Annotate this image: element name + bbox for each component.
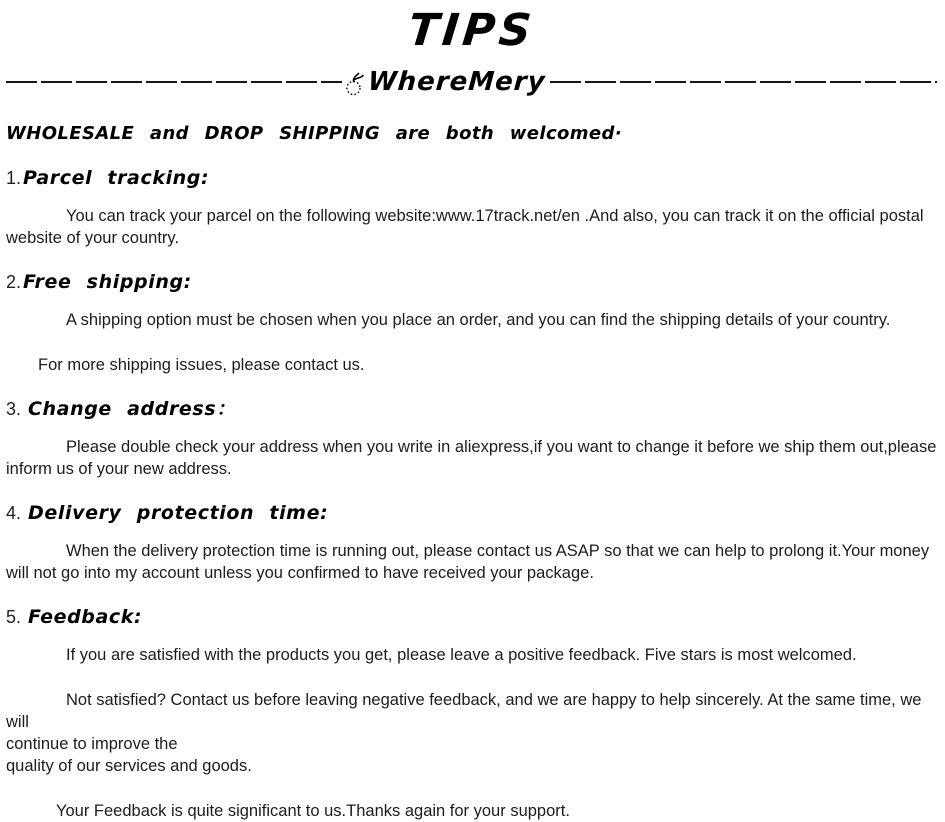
section-heading-change-address: [6, 397, 937, 422]
paragraph-parcel-tracking: You can track your parcel on the following website:www.17track.net/en .And also, you can track it on the official postal website of your country.: [6, 207, 924, 247]
section-number: 2.: [6, 272, 22, 292]
paragraph-positive-feedback: If you are satisfied with the products you get, please leave a positive feedback. Five stars is most welcomed.: [66, 646, 857, 664]
paragraph-shipping-option: A shipping option must be chosen when you place an order, and you can find the shipping details of your country.: [66, 311, 891, 329]
paragraph-shipping-issues: For more shipping issues, please contact us.: [38, 356, 365, 374]
paragraph-line: Not satisfied? Contact us before leaving negative feedback, and we are happy to help sincerely. At the same time, we will: [6, 691, 922, 731]
section-heading-free-shipping: [6, 270, 937, 295]
section-title: Parcel tracking:: [23, 167, 210, 189]
divider-line-right: [550, 81, 937, 83]
section-title: Feedback:: [28, 606, 143, 628]
paragraph-line: continue to improve the: [6, 735, 178, 753]
section-heading-delivery-protection: [6, 501, 937, 526]
section-heading-parcel-tracking: [6, 166, 937, 191]
brand-divider: [6, 64, 937, 100]
brand-fruit-doodle-icon: [344, 69, 366, 102]
paragraph-negative-feedback: [6, 689, 937, 777]
wholesale-note: WHOLESALE and DROP SHIPPING are both welcomed·: [6, 123, 623, 144]
closing-note: Your Feedback is quite significant to us.Thanks again for your support.: [56, 802, 570, 820]
section-number: 3.: [6, 399, 27, 419]
section-heading-feedback: [6, 605, 937, 630]
section-number: 1.: [6, 168, 22, 188]
section-number: 4.: [6, 503, 27, 523]
paragraph-delivery-protection: When the delivery protection time is running out, please contact us ASAP so that we can help to prolong it.Your money will not go into my account unless you confirmed to have received your package.: [6, 542, 930, 582]
page-title: TIPS: [405, 5, 538, 56]
brand: [342, 66, 550, 99]
paragraph-line: quality of our services and goods.: [6, 757, 252, 775]
brand-name: WhereMery: [367, 67, 548, 97]
divider-line-left: [6, 81, 342, 83]
section-number: 5.: [6, 607, 27, 627]
section-title: Change address：: [28, 398, 236, 420]
section-title: Delivery protection time:: [28, 502, 329, 524]
section-title: Free shipping:: [23, 271, 192, 293]
paragraph-change-address: Please double check your address when you write in aliexpress,if you want to change it before we ship them out,please inform us of your new address.: [6, 438, 937, 478]
